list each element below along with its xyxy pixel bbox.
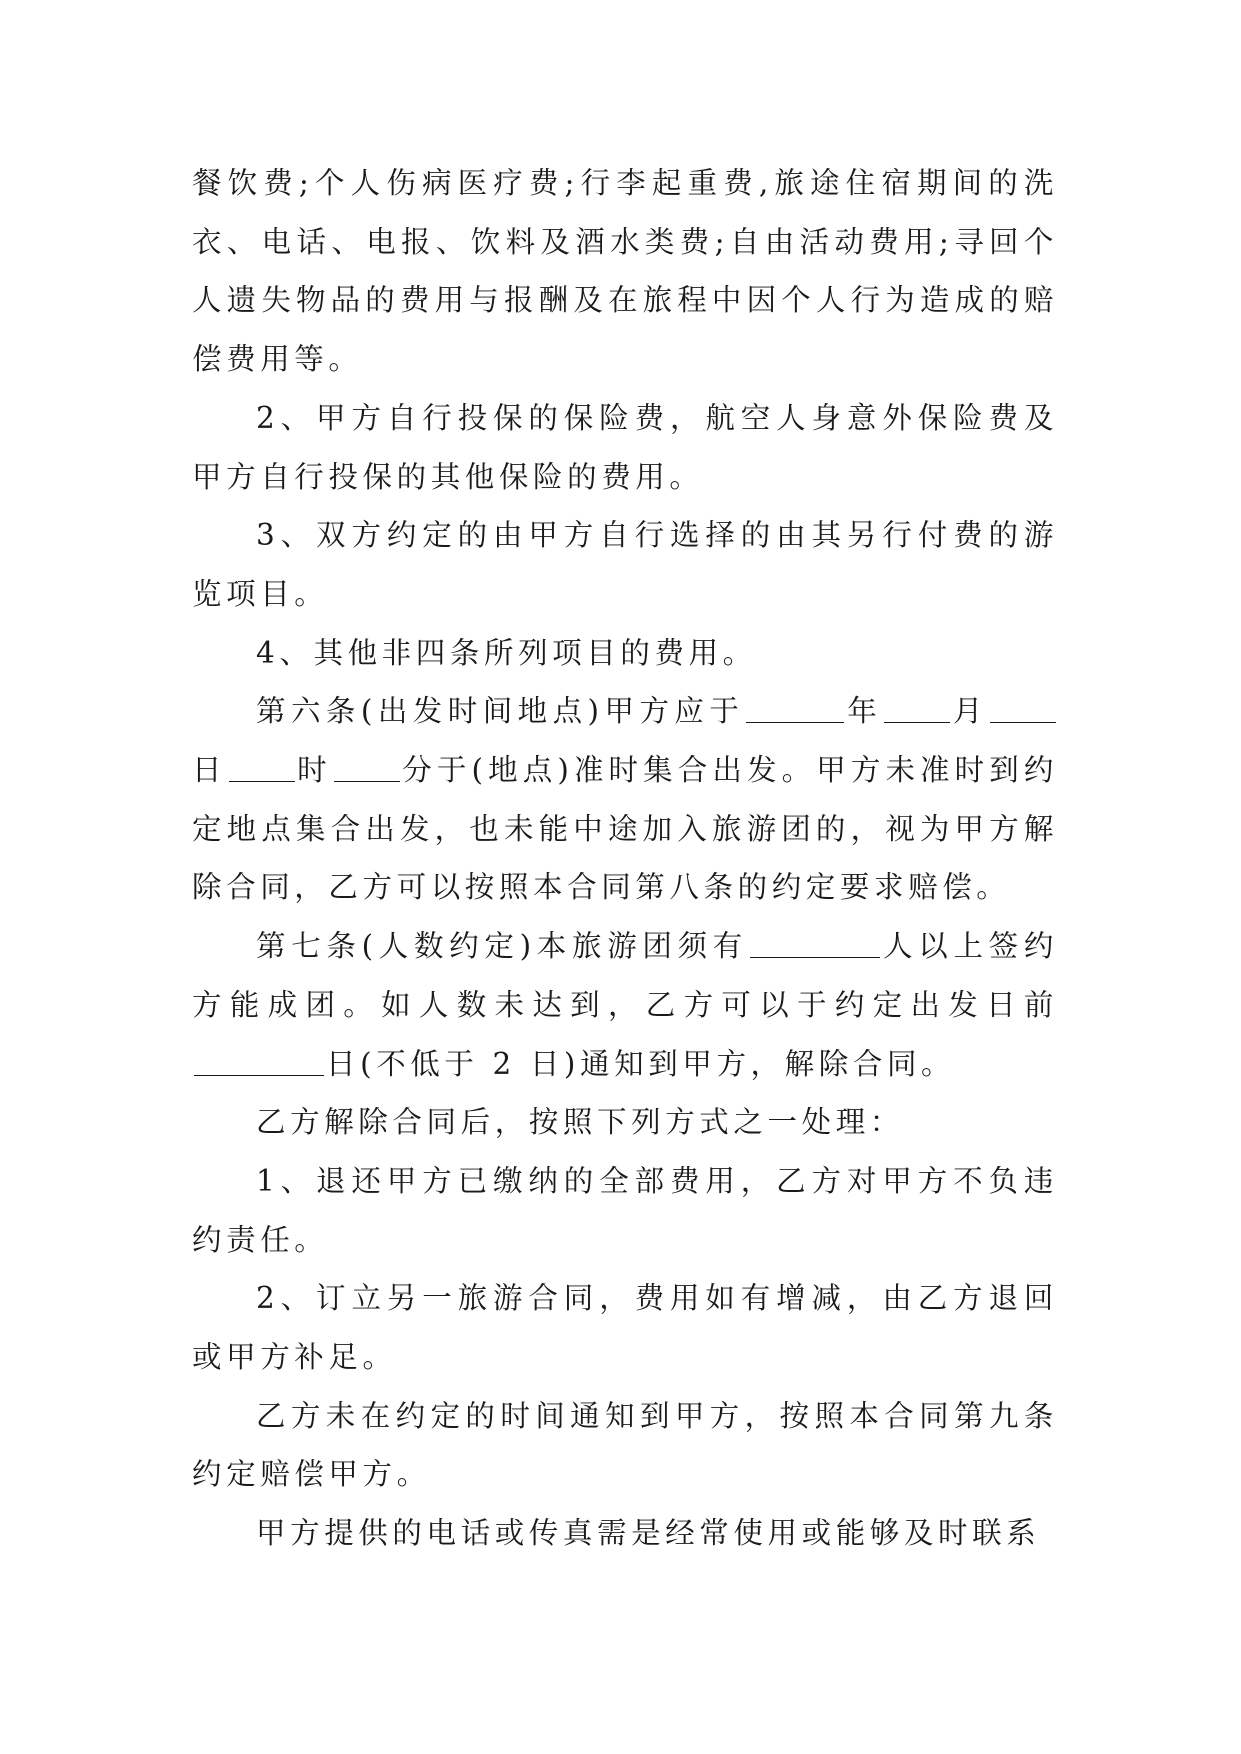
paragraph-item-4-other-costs: 4、其他非四条所列项目的费用。 [256, 635, 757, 670]
paragraph-item-2-insurance: 2、甲方自行投保的保险费，航空人身意外保险费及甲方自行投保的其他保险的费用。 [192, 400, 1058, 494]
paragraph-option-2-new-contract: 2、订立另一旅游合同，费用如有增减，由乙方退回或甲方补足。 [192, 1281, 1058, 1375]
paragraph-item-3-optional-tours: 3、双方约定的由甲方自行选择的由其另行付费的游览项目。 [192, 518, 1058, 611]
paragraph-contact-info: 甲方提供的电话或传真需是经常使用或能够及时联系 [256, 1516, 1041, 1551]
paragraph-option-1-refund: 1、退还甲方已缴纳的全部费用，乙方对甲方不负违约责任。 [192, 1163, 1058, 1257]
blank-min-persons [750, 928, 880, 959]
document-body [192, 154, 1058, 1563]
blank-hour [229, 752, 295, 783]
paragraph-late-notice: 乙方未在约定的时间通知到甲方，按照本合同第九条约定赔偿甲方。 [192, 1398, 1058, 1492]
blank-year [746, 693, 844, 724]
paragraph-excluded-costs: 餐饮费;个人伤病医疗费;行李起重费,旅途住宿期间的洗衣、电话、电报、饮料及酒水类费;自由活动费用;寻回个人遗失物品的费用与报酬及在旅程中因个人行为造成的赔偿费用等。 [192, 166, 1058, 377]
paragraph-article-7-group-size: 第七条(人数约定)本旅游团须有 人以上签约方能成团。如人数未达到，乙方可以于约定出发日前日(不低于 2 日)通知到甲方，解除合同。 [192, 929, 1058, 1081]
blank-month [884, 693, 950, 724]
paragraph-article-6-departure: 第六条(出发时间地点)甲方应于 年 月日 时 分于(地点)准时集合出发。甲方未准时到约定地点集合出发，也未能中途加入旅游团的，视为甲方解除合同，乙方可以按照本合同第八条的约定要求赔偿。 [192, 694, 1058, 905]
blank-notice-days [194, 1045, 324, 1076]
blank-minute [334, 752, 400, 783]
paragraph-after-termination: 乙方解除合同后，按照下列方式之一处理： [256, 1105, 904, 1140]
blank-day [990, 693, 1056, 724]
